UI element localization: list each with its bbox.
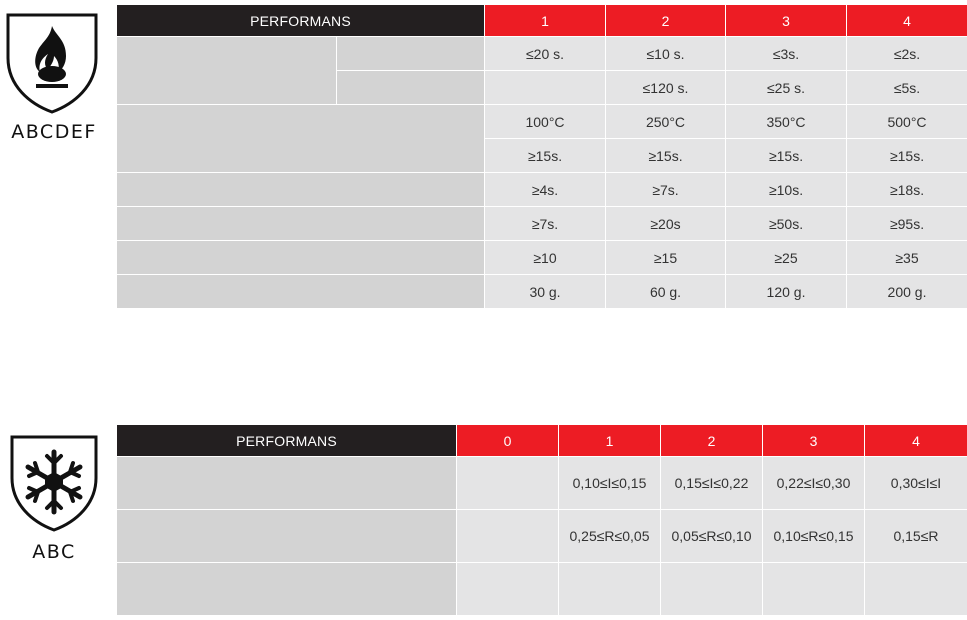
- flame-shield-icon: [4, 12, 100, 116]
- table-row: [117, 37, 967, 71]
- table-row: [117, 275, 967, 309]
- value-cell: 500°C: [847, 105, 967, 139]
- value-cell: ≥50s.: [726, 207, 847, 241]
- value-cell: [485, 71, 606, 105]
- value-cell: [457, 563, 559, 616]
- cold-performance-table: [116, 424, 967, 616]
- level-header: 4: [847, 5, 967, 37]
- level-header: 1: [559, 425, 661, 457]
- value-cell: 0,25≤R≤0,05: [559, 510, 661, 563]
- level-header: 4: [865, 425, 967, 457]
- value-cell: 100°C: [485, 105, 606, 139]
- value-cell: ≤20 s.: [485, 37, 606, 71]
- value-cell: [457, 510, 559, 563]
- table-row: [117, 105, 967, 139]
- value-cell: 0,22≤I≤0,30: [763, 457, 865, 510]
- value-cell: ≥15s.: [726, 139, 847, 173]
- row-label-cell: [117, 563, 457, 616]
- fire-performance-table: [116, 4, 967, 309]
- row-label-cell: [117, 275, 485, 309]
- value-cell: 200 g.: [847, 275, 967, 309]
- value-cell: ≥10: [485, 241, 606, 275]
- value-cell: 0,30≤I≤I: [865, 457, 967, 510]
- row-label-cell: [117, 37, 337, 105]
- value-cell: [661, 563, 763, 616]
- value-cell: 0,10≤I≤0,15: [559, 457, 661, 510]
- table-row: [117, 563, 967, 616]
- value-cell: [457, 457, 559, 510]
- value-cell: 60 g.: [606, 275, 726, 309]
- value-cell: ≤2s.: [847, 37, 967, 71]
- value-cell: 0,15≤R: [865, 510, 967, 563]
- value-cell: ≥7s.: [485, 207, 606, 241]
- row-label-cell: [117, 510, 457, 563]
- value-cell: ≥15s.: [485, 139, 606, 173]
- value-cell: 30 g.: [485, 275, 606, 309]
- value-cell: ≥18s.: [847, 173, 967, 207]
- table-row: [117, 510, 967, 563]
- row-label-cell: [117, 207, 485, 241]
- value-cell: 0,10≤R≤0,15: [763, 510, 865, 563]
- table-row: [117, 457, 967, 510]
- value-cell: ≥7s.: [606, 173, 726, 207]
- level-header: 3: [726, 5, 847, 37]
- level-header: 3: [763, 425, 865, 457]
- value-cell: 0,15≤I≤0,22: [661, 457, 763, 510]
- cold-code-label: ABC: [32, 541, 76, 563]
- value-cell: ≥4s.: [485, 173, 606, 207]
- table-row: [117, 207, 967, 241]
- value-cell: 350°C: [726, 105, 847, 139]
- level-header: 0: [457, 425, 559, 457]
- value-cell: ≥25: [726, 241, 847, 275]
- performance-header: PERFORMANS: [117, 5, 485, 37]
- value-cell: ≥35: [847, 241, 967, 275]
- level-header: 2: [661, 425, 763, 457]
- row-label-cell: [117, 105, 485, 173]
- row-sublabel-cell: [337, 71, 485, 105]
- value-cell: ≤25 s.: [726, 71, 847, 105]
- value-cell: ≥15s.: [606, 139, 726, 173]
- table-row: [117, 241, 967, 275]
- value-cell: ≥95s.: [847, 207, 967, 241]
- value-cell: ≤5s.: [847, 71, 967, 105]
- table-row: [117, 173, 967, 207]
- level-header: 2: [606, 5, 726, 37]
- value-cell: ≥15s.: [847, 139, 967, 173]
- value-cell: ≥15: [606, 241, 726, 275]
- value-cell: 120 g.: [726, 275, 847, 309]
- value-cell: ≥20s: [606, 207, 726, 241]
- performance-header: PERFORMANS: [117, 425, 457, 457]
- value-cell: [559, 563, 661, 616]
- row-sublabel-cell: [337, 37, 485, 71]
- table-header-row: [117, 425, 967, 457]
- value-cell: [865, 563, 967, 616]
- row-label-cell: [117, 241, 485, 275]
- level-header: 1: [485, 5, 606, 37]
- row-label-cell: [117, 173, 485, 207]
- value-cell: 250°C: [606, 105, 726, 139]
- value-cell: ≤3s.: [726, 37, 847, 71]
- fire-code-label: ABCDEF: [11, 121, 97, 143]
- value-cell: [763, 563, 865, 616]
- value-cell: ≥10s.: [726, 173, 847, 207]
- value-cell: ≤120 s.: [606, 71, 726, 105]
- row-label-cell: [117, 457, 457, 510]
- value-cell: 0,05≤R≤0,10: [661, 510, 763, 563]
- value-cell: ≤10 s.: [606, 37, 726, 71]
- table-header-row: [117, 5, 967, 37]
- snowflake-shield-icon: [8, 434, 100, 534]
